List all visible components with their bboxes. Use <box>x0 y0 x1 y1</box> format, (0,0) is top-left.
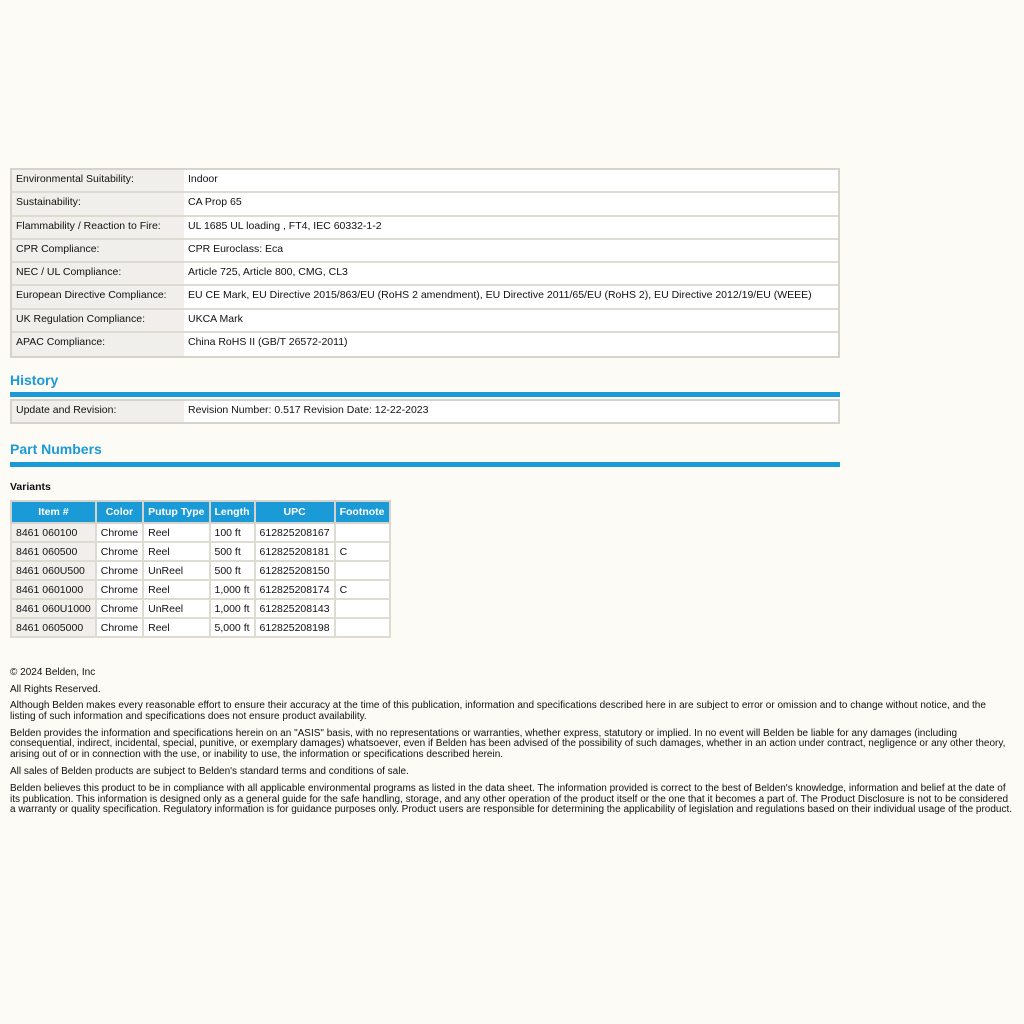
property-value: China RoHS II (GB/T 26572-2011) <box>188 335 348 348</box>
footnote-cell <box>335 618 390 637</box>
property-row <box>12 217 838 240</box>
property-row <box>12 170 838 193</box>
putup-type-cell: Reel <box>143 523 209 542</box>
property-value: UKCA Mark <box>188 312 243 325</box>
length-cell: 500 ft <box>210 561 255 580</box>
part-numbers-heading: Part Numbers <box>10 441 102 457</box>
property-value: UL 1685 UL loading , FT4, IEC 60332-1-2 <box>188 219 382 232</box>
property-label: Sustainability: <box>12 193 184 214</box>
property-row <box>12 286 838 309</box>
property-value: CA Prop 65 <box>188 196 242 209</box>
history-row <box>12 401 838 422</box>
property-row <box>12 310 838 333</box>
property-label: Flammability / Reaction to Fire: <box>12 217 184 238</box>
upc-cell: 612825208143 <box>255 599 335 618</box>
property-value: Indoor <box>188 173 218 185</box>
variants-table <box>10 500 391 638</box>
part-numbers-divider <box>10 462 840 467</box>
rights-notice: All Rights Reserved. <box>10 683 101 695</box>
property-row <box>12 333 838 356</box>
legal-disclaimer <box>10 668 1014 816</box>
item-number-cell: 8461 060U500 <box>11 561 96 580</box>
item-number-cell: 8461 0605000 <box>11 618 96 637</box>
color-cell: Chrome <box>96 523 143 542</box>
variants-header-row <box>11 501 390 523</box>
column-header-putup-type: Putup Type <box>143 501 209 523</box>
accuracy-disclaimer: Although Belden makes every reasonable effort to ensure their accuracy at the time of this publication, information and specifications described here in are subject to error or omission and to change without notice, and the listing of such information and specifications does not ensure product availability. <box>10 700 986 722</box>
item-number-cell: 8461 0601000 <box>11 580 96 599</box>
column-header-upc: UPC <box>255 501 335 523</box>
copyright-notice: © 2024 Belden, Inc <box>10 667 96 678</box>
upc-cell: 612825208181 <box>255 542 335 561</box>
putup-type-cell: Reel <box>143 542 209 561</box>
length-cell: 500 ft <box>210 542 255 561</box>
footnote-cell: C <box>335 580 390 599</box>
column-header-item: Item # <box>11 501 96 523</box>
putup-type-cell: Reel <box>143 618 209 637</box>
environmental-compliance-notice: Belden believes this product to be in compliance with all applicable environmental programs as listed in the data sheet. The information provided is correct to the best of Belden's knowledge, information and belief at the date of its publication. This information is designed only as a general guide for the safe handling, storage, and any other operation of the product itself or the one that it becomes a part of. The Product Disclosure is not to be considered a warranty or quality specification. Regulatory information is for guidance purposes only. Product users are responsible for determining the applicability of legislation and regulations based on their individual usage of the product. <box>10 783 1013 816</box>
property-value: CPR Euroclass: Eca <box>188 242 284 255</box>
table-row <box>11 542 390 561</box>
footnote-cell <box>335 523 390 542</box>
upc-cell: 612825208198 <box>255 618 335 637</box>
variants-heading: Variants <box>10 481 51 493</box>
upc-cell: 612825208174 <box>255 580 335 599</box>
liability-disclaimer: Belden provides the information and specifications herein on an "ASIS" basis, with no representations or warranties, whether express, statutory or implied. In no event will Belden be liable for any damages (including consequential, indirect, incidental, special, punitive, or exemplary damages) whatsoever, even if Belden has been advised of the possibility of such damages, whether in an action under contract, negligence or any other theory, arising out of or in connection with the use, or inability to use, the information or specifications described herein. <box>10 727 1006 761</box>
column-header-footnote: Footnote <box>335 501 390 523</box>
putup-type-cell: Reel <box>143 580 209 599</box>
upc-cell: 612825208167 <box>255 523 335 542</box>
item-number-cell: 8461 060500 <box>11 542 96 561</box>
history-value: Revision Number: 0.517 Revision Date: 12-22-2023 <box>188 404 429 416</box>
history-label: Update and Revision: <box>12 401 184 422</box>
upc-cell: 612825208150 <box>255 561 335 580</box>
property-row <box>12 193 838 216</box>
length-cell: 100 ft <box>210 523 255 542</box>
table-row <box>11 561 390 580</box>
history-divider <box>10 392 840 397</box>
property-value: Article 725, Article 800, CMG, CL3 <box>188 266 348 278</box>
history-table <box>10 399 840 424</box>
color-cell: Chrome <box>96 561 143 580</box>
item-number-cell: 8461 060100 <box>11 523 96 542</box>
column-header-color: Color <box>96 501 143 523</box>
property-label: CPR Compliance: <box>12 240 184 261</box>
color-cell: Chrome <box>96 580 143 599</box>
compliance-table <box>10 168 840 358</box>
footnote-cell <box>335 561 390 580</box>
putup-type-cell: UnReel <box>143 599 209 618</box>
length-cell: 1,000 ft <box>210 580 255 599</box>
length-cell: 1,000 ft <box>210 599 255 618</box>
color-cell: Chrome <box>96 542 143 561</box>
history-heading: History <box>10 372 59 388</box>
property-value: EU CE Mark, EU Directive 2015/863/EU (RoHS 2 amendment), EU Directive 2011/65/EU (RoHS 2), EU Directive 2012/19/EU (WEEE) <box>188 289 812 302</box>
table-row <box>11 599 390 618</box>
table-row <box>11 580 390 599</box>
column-header-length: Length <box>210 501 255 523</box>
property-label: European Directive Compliance: <box>12 286 184 307</box>
color-cell: Chrome <box>96 599 143 618</box>
property-label: APAC Compliance: <box>12 333 184 356</box>
sales-terms-notice: All sales of Belden products are subject to Belden's standard terms and conditions of sale. <box>10 766 409 778</box>
property-label: Environmental Suitability: <box>12 170 184 191</box>
property-label: UK Regulation Compliance: <box>12 310 184 331</box>
table-row <box>11 523 390 542</box>
length-cell: 5,000 ft <box>210 618 255 637</box>
property-label: NEC / UL Compliance: <box>12 263 184 284</box>
datasheet-content <box>10 168 1014 823</box>
item-number-cell: 8461 060U1000 <box>11 599 96 618</box>
table-row <box>11 618 390 637</box>
color-cell: Chrome <box>96 618 143 637</box>
footnote-cell <box>335 599 390 618</box>
property-row <box>12 263 838 286</box>
property-row <box>12 240 838 263</box>
putup-type-cell: UnReel <box>143 561 209 580</box>
footnote-cell: C <box>335 542 390 561</box>
